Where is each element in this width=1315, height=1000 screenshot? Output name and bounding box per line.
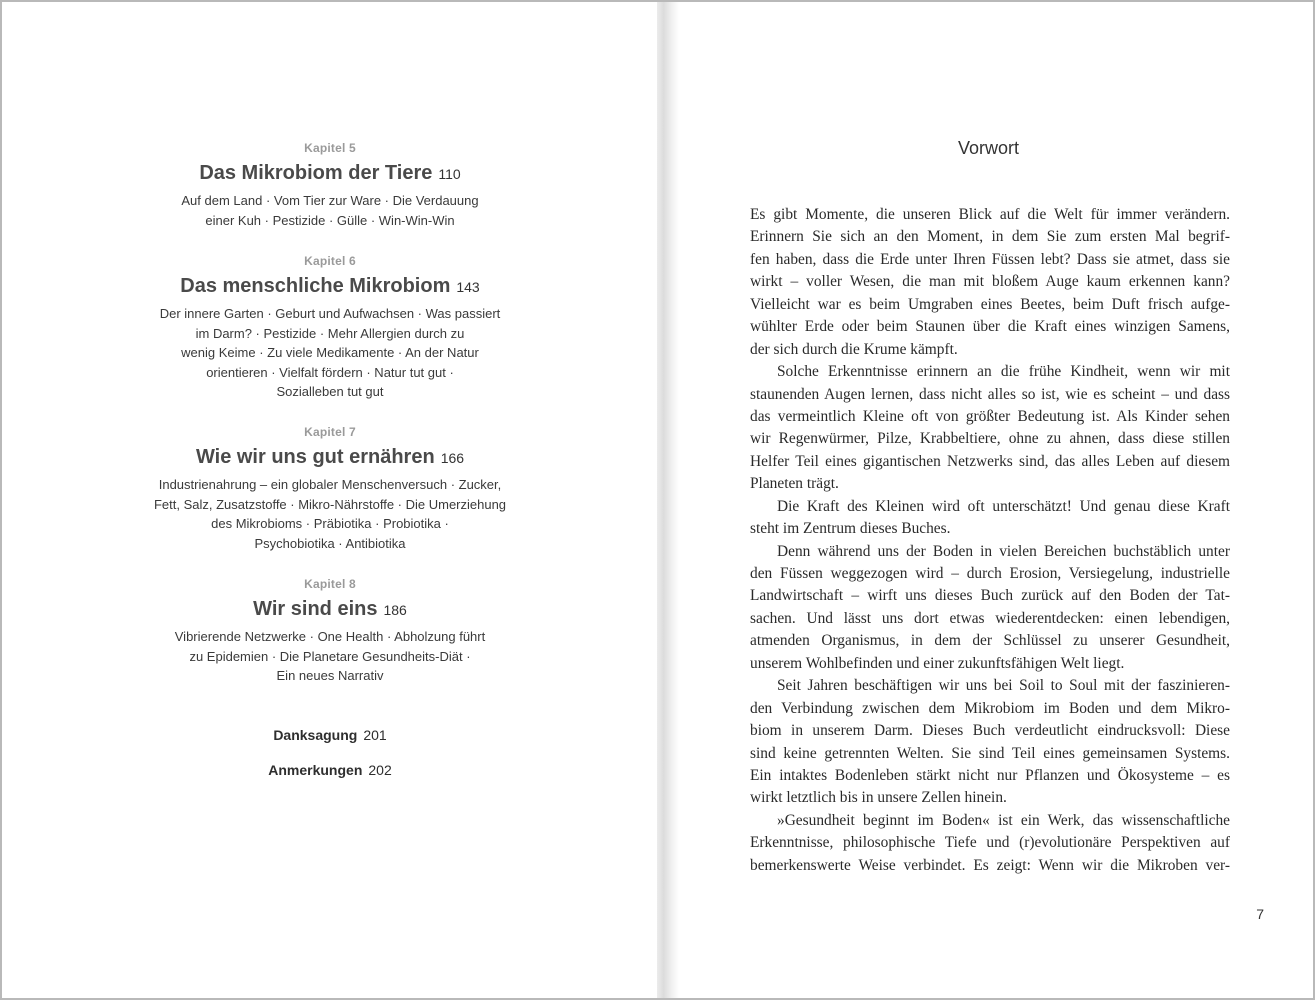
text-line: sind keine getrennten Welten. Sie sind Teil eines gemeinsamen Systems.	[750, 744, 1230, 762]
text-line: das vermeintlich Kleine oft von größter Bedeutung ist. Als Kinder sehen	[750, 407, 1230, 425]
chapter-title: Das menschliche Mikrobiom	[180, 275, 451, 297]
chapter-7-entry	[112, 424, 548, 553]
topic-line: zu Epidemien · Die Planetare Gesundheits-Diät ·	[189, 648, 471, 664]
text-line: unserem Wohlbefinden und einer zukunftsfähigen Welt liegt.	[750, 654, 1125, 672]
text-line: »Gesundheit beginnt im Boden« ist ein Werk, das wissenschaftliche	[777, 811, 1230, 829]
text-line: der sich durch die Krume kämpft.	[750, 340, 958, 358]
text-line: wirkt – voller Wesen, die man mit bloßem Auge kaum erkennen kann?	[750, 273, 1230, 291]
topic-line: Auf dem Land · Vom Tier zur Ware · Die Verdauung	[181, 193, 479, 208]
text-line: den Füssen weggezogen wird – durch Erosion, Versiegelung, industrielle	[750, 565, 1230, 582]
text-line: Denn während uns der Boden in vielen Bereichen buchstäblich unter	[777, 542, 1230, 560]
toc-entry-label: Danksagung	[273, 727, 358, 743]
chapter-title: Das Mikrobiom der Tiere	[199, 162, 433, 184]
chapter-topics	[112, 304, 548, 402]
foreword-body	[750, 204, 1230, 877]
topic-line: wenig Keime · Zu viele Medikamente · An der Natur	[181, 345, 479, 360]
chapter-title-row	[112, 271, 548, 301]
topic-line: des Mikrobioms · Präbiotika · Probiotika ·	[211, 516, 449, 531]
text-line: wir Regenwürmer, Pilze, Krabbeltiere, ohne zu ahnen, dass diese stillen	[750, 430, 1230, 448]
toc-entry-page-number: 201	[363, 727, 387, 743]
book-spread	[2, 2, 1313, 998]
foreword-heading: Vorwort	[957, 138, 1020, 158]
topic-line: einer Kuh · Pestizide · Gülle · Win-Win-Win	[205, 212, 455, 228]
text-line: Vielleicht war es beim Umgraben eines Beetes, beim Duft frisch aufge-	[750, 295, 1230, 313]
text-line: Landwirtschaft – wirft uns dieses Buch zurück auf den Boden der Tat-	[750, 587, 1230, 605]
text-line: steht im Zentrum dieses Buches.	[750, 520, 951, 538]
text-line: Die Kraft des Kleinen wird oft unterschätzt! Und genau diese Kraft	[777, 497, 1230, 515]
chapter-label: Kapitel 6	[304, 254, 356, 268]
book-gutter	[657, 2, 679, 998]
text-line: fen haben, dass die Erde unter Ihren Füssen lebt? Dass sie atmet, dass sie	[750, 250, 1230, 268]
topic-line: Fett, Salz, Zusatzstoffe · Mikro-Nährstoffe · Die Umerziehung	[153, 496, 507, 512]
topic-line: Psychobiotika · Antibiotika	[254, 535, 406, 551]
chapter-page-number: 166	[440, 450, 465, 466]
page-number: 7	[1256, 906, 1264, 922]
toc-entry-page-number: 202	[368, 762, 392, 778]
chapter-label: Kapitel 7	[304, 425, 356, 439]
text-line: Seit Jahren beschäftigen wir uns bei Soil to Soul mit der faszinieren-	[777, 677, 1230, 695]
text-line: wühlter Erde oder beim Staunen über die Kraft eines winzigen Samens,	[750, 318, 1230, 336]
text-line: Ein intaktes Bodenleben stärkt nicht nur Pflanzen und Ökosysteme – es	[750, 766, 1230, 784]
chapter-label: Kapitel 8	[304, 577, 356, 591]
chapter-title-row	[112, 594, 548, 624]
chapter-topics	[112, 475, 548, 553]
chapter-label: Kapitel 5	[304, 141, 356, 155]
topic-line: orientieren · Vielfalt fördern · Natur tut gut ·	[206, 364, 454, 380]
text-line: sachen. Und lässt uns dort etwas wiederentdecken: einen lebendigen,	[750, 609, 1230, 627]
text-line: bemerkenswerte Weise verbindet. Es zeigt: Wenn wir die Mikroben ver-	[750, 856, 1230, 874]
text-line: Helfer Teil eines gigantischen Netzwerks sind, das alles Leben auf diesem	[750, 452, 1230, 470]
text-line: staunenden Augen lernen, dass nicht alles so ist, wie es scheint – und dass	[750, 385, 1230, 403]
topic-line: Vibrierende Netzwerke · One Health · Abholzung führt	[174, 629, 486, 644]
text-line: den Verbindung zwischen dem Mikrobiom im Boden und dem Mikro-	[750, 699, 1230, 717]
text-line: atmenden Organismus, in dem der Schlüssel zu unserer Gesundheit,	[750, 632, 1230, 650]
left-page	[2, 2, 657, 998]
right-page	[679, 2, 1313, 998]
topic-line: Der innere Garten · Geburt und Aufwachsen · Was passiert	[159, 306, 501, 321]
text-line: biom in unserem Darm. Dieses Buch verdeutlicht eindrucksvoll: Diese	[750, 722, 1230, 740]
chapter-page-number: 186	[383, 602, 407, 618]
toc-entry-danksagung	[112, 724, 548, 746]
chapter-title-row	[112, 158, 548, 188]
chapter-title-row	[112, 442, 548, 472]
text-line: Erinnern Sie sich an den Moment, in dem Sie zum ersten Mal begrif-	[750, 228, 1230, 246]
text-line: Es gibt Momente, die unseren Blick auf die Welt für immer verändern.	[750, 206, 1230, 223]
chapter-topics	[112, 191, 548, 230]
chapter-8-entry	[112, 576, 548, 686]
chapter-page-number: 143	[456, 279, 480, 295]
chapter-title: Wir sind eins	[253, 598, 378, 620]
chapter-title: Wie wir uns gut ernähren	[195, 446, 435, 468]
toc-entry-anmerkungen	[112, 759, 548, 781]
text-line: Planeten trägt.	[750, 475, 839, 493]
text-line: Solche Erkenntnisse erinnern an die frühe Kindheit, wenn wir mit	[777, 363, 1230, 381]
topic-line: Ein neues Narrativ	[276, 668, 384, 683]
topic-line: im Darm? · Pestizide · Mehr Allergien durch zu	[195, 325, 465, 341]
toc-entry-label: Anmerkungen	[268, 762, 363, 778]
chapter-topics	[112, 627, 548, 686]
text-line: Erkenntnisse, philosophische Tiefe und (r)evolutionäre Perspektiven auf	[750, 834, 1230, 852]
chapter-5-entry	[112, 140, 548, 230]
topic-line: Sozialleben tut gut	[276, 384, 384, 399]
topic-line: Industrienahrung – ein globaler Menschenversuch · Zucker,	[158, 477, 502, 492]
chapter-page-number: 110	[438, 166, 461, 182]
chapter-6-entry	[112, 253, 548, 402]
text-line: wirkt letztlich bis in unsere Zellen hinein.	[750, 789, 1007, 807]
